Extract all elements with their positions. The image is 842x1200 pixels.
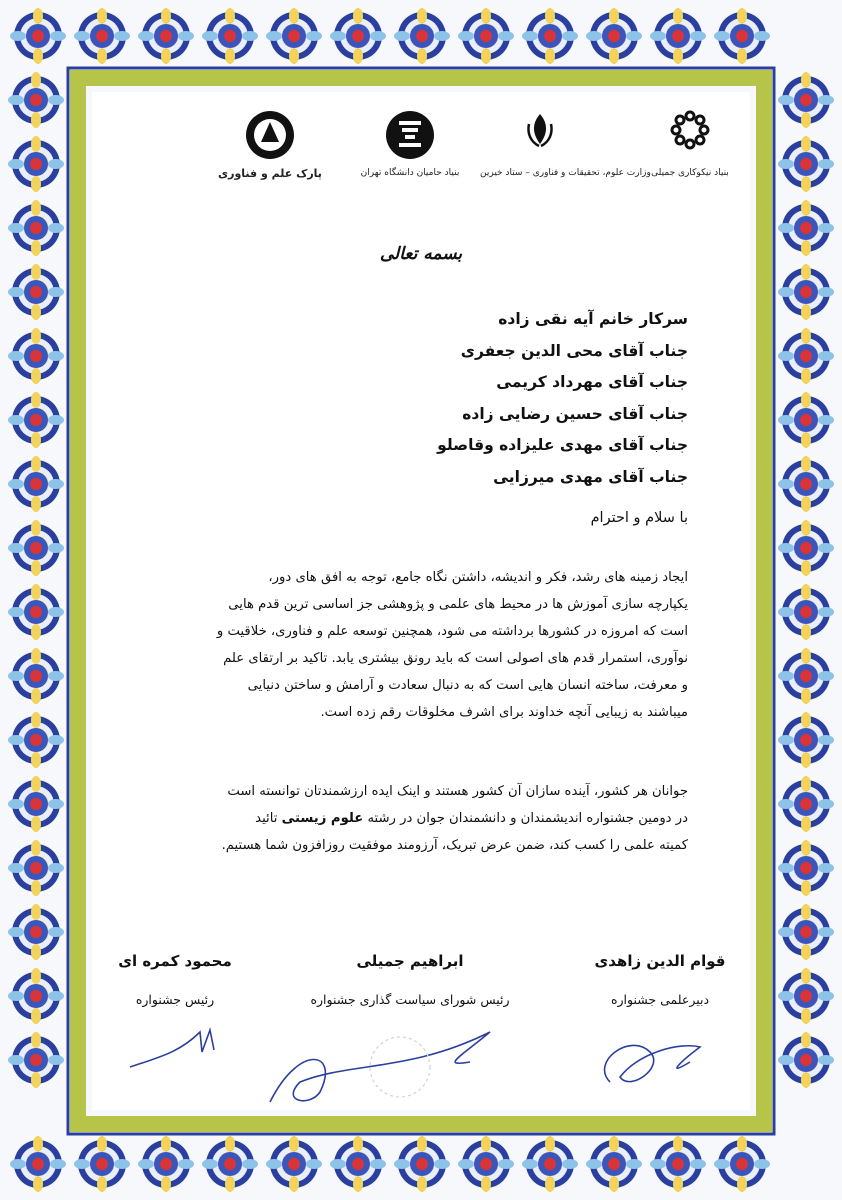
signer-name: ابراهیم جمیلی bbox=[356, 952, 464, 970]
signer-role: دبیرعلمی جشنواره bbox=[610, 992, 710, 1007]
paragraph-line: نوآوری، استمرار قدم های اصولی است که باید رونق بیشتری یابد. تاکید بر ارتقای علم bbox=[223, 651, 688, 666]
paragraph-line: میباشند به زیبایی آنچه خداوند برای اشرف مخلوقات رقم زده است. bbox=[320, 705, 688, 720]
recipient: سرکار خانم آیه نقی زاده bbox=[498, 310, 688, 328]
jamili-foundation-logo bbox=[630, 110, 750, 190]
handwritten-signature bbox=[260, 1022, 520, 1112]
signer-role: رئیس جشنواره bbox=[135, 992, 215, 1007]
header-logos bbox=[92, 110, 750, 190]
paragraph-2 bbox=[148, 778, 688, 859]
recipient: جناب آقای مهرداد کریمی bbox=[496, 373, 688, 391]
signature-block-zahedi bbox=[570, 952, 750, 1007]
paragraph-text: در دومین جشنواره اندیشمندان و دانشمندان جوان در رشته bbox=[367, 811, 688, 826]
university-seal-icon bbox=[245, 110, 295, 160]
recipient: جناب آقای مهدی میرزایی bbox=[493, 467, 688, 486]
paragraph-line: جوانان هر کشور، آینده سازان آن کشور هستند و اینک ایده ارزشمندتان توانسته است bbox=[227, 784, 688, 799]
recipient: جناب آقای حسین رضایی زاده bbox=[462, 404, 688, 423]
paragraph-1 bbox=[148, 564, 688, 726]
handwritten-signature bbox=[570, 1022, 750, 1102]
signature-block-kamareh bbox=[90, 952, 260, 1007]
paragraph-line: ایجاد زمینه های رشد، فکر و اندیشه، داشتن نگاه جامع، توجه به افق های دور، bbox=[268, 570, 688, 585]
paragraph-line: کمیته علمی را کسب کند، ضمن عرض تبریک، آرزومند موفقیت روزافزون شما هستیم. bbox=[221, 838, 688, 853]
signer-role: رئیس شورای سیاست گذاری جشنواره bbox=[310, 992, 510, 1007]
flower-icon bbox=[670, 110, 710, 150]
tehran-univ-supporters-logo bbox=[350, 110, 470, 190]
tree-column-icon bbox=[385, 110, 435, 160]
recipients-list bbox=[437, 304, 688, 493]
paragraph-text: تائید bbox=[255, 811, 278, 826]
signer-name: قوام الدین زاهدی bbox=[594, 952, 726, 970]
signer-name: محمود کمره ای bbox=[118, 952, 232, 970]
signature-block-jamili bbox=[300, 952, 520, 1007]
greeting: با سلام و احترام bbox=[590, 510, 688, 526]
science-park-logo bbox=[210, 110, 330, 190]
logo-caption: پارک علم و فناوری bbox=[218, 167, 322, 180]
emblem-icon bbox=[523, 110, 557, 150]
recipient: جناب آقای محی الدین جعفری bbox=[460, 341, 688, 360]
handwritten-signature bbox=[90, 1022, 260, 1082]
paragraph-line: و معرفت، ساخته انسان هایی است که به دنبال سعادت و آرامش و ساختن دنیایی bbox=[247, 678, 688, 693]
paragraph-line: است که امروزه در کشورها برداشته می شود، همچنین توسعه علم و فناوری، خلاقیت و bbox=[216, 624, 688, 639]
paragraph-line bbox=[148, 805, 688, 832]
ministry-logo bbox=[480, 110, 651, 190]
letter-body bbox=[92, 92, 750, 1110]
paragraph-line: یکپارچه سازی آموزش ها در محیط های علمی و پژوهشی جز اساسی ترین قدم هایی bbox=[228, 597, 688, 612]
logo-caption: بنیاد نیکوکاری جمیلی bbox=[651, 168, 729, 178]
recipient: جناب آقای مهدی علیزاده وقاصلو bbox=[437, 436, 688, 454]
letter-heading: بسمه تعالی bbox=[379, 244, 463, 264]
logo-caption: بنیاد حامیان دانشگاه تهران bbox=[360, 168, 460, 178]
field-of-study: علوم زیستی bbox=[281, 811, 364, 826]
logo-caption: وزارت علوم، تحقیقات و فناوری – ستاد خیرین bbox=[480, 168, 651, 178]
